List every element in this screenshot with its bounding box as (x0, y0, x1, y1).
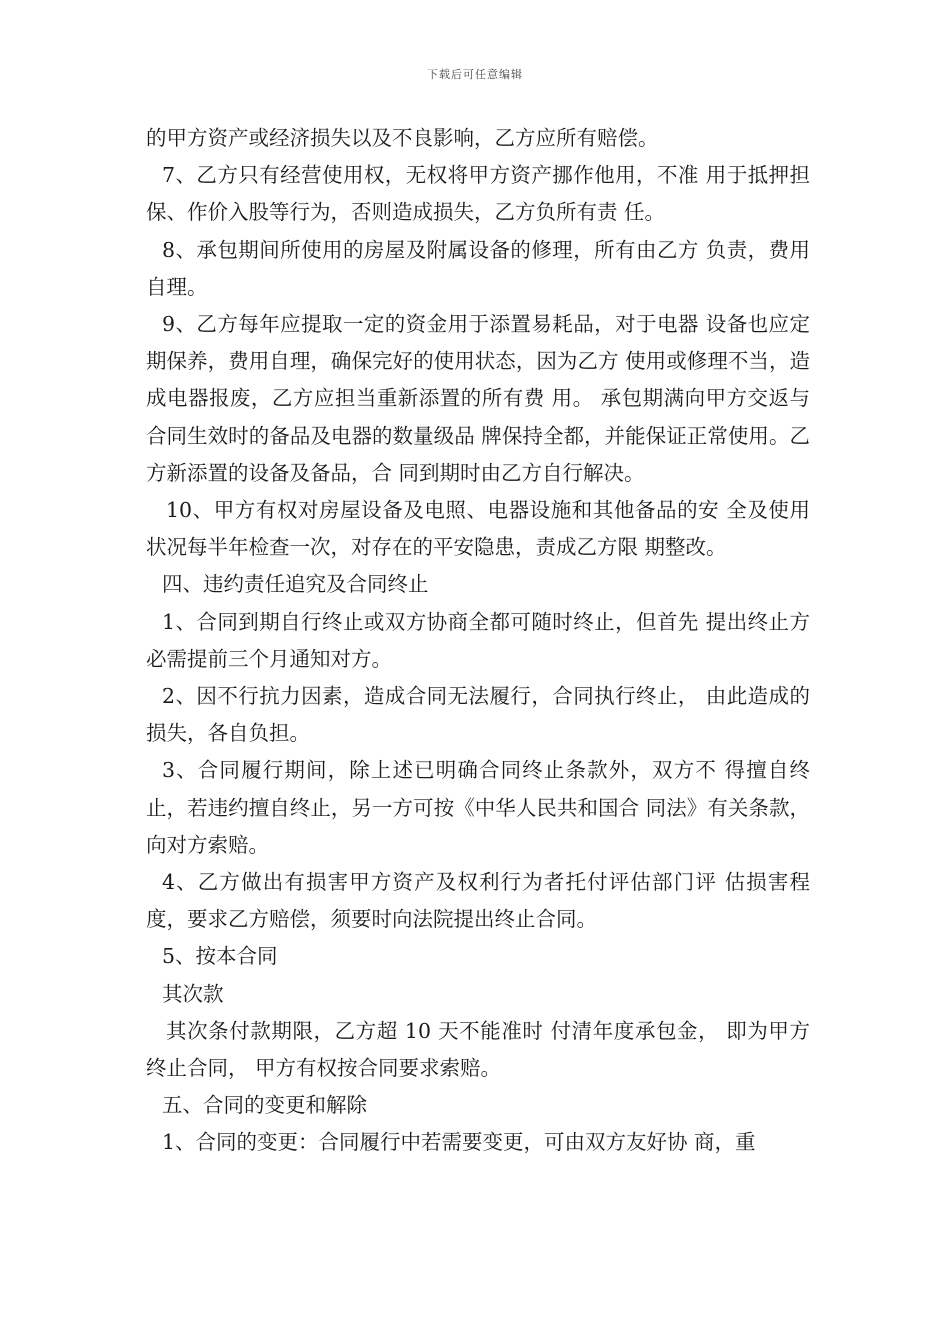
paragraph: 7、乙方只有经营使用权，无权将甲方资产挪作他用，不准 用于抵押担保、作价入股等行为，否则造成损失，乙方负所有责 任。 (146, 163, 810, 225)
section-heading: 五、合同的变更和解除 (162, 1093, 367, 1118)
paragraph: 2、因不行抗力因素，造成合同无法履行，合同执行终止， 由此造成的损失，各自负担。 (146, 684, 810, 746)
paragraph: 9、乙方每年应提取一定的资金用于添置易耗品，对于电器 设备也应定期保养，费用自理，确保完好的使用状态，因为乙方 使用或修理不当，造成电器报废，乙方应担当重新添置的所有费 用。 承包期满向甲方交返与合同生效时的备品及电器的数量级品 牌保持全都，并能保证正常使用。乙方新添置的设备及备品，合 同到期时由乙方自行解决。 (146, 312, 810, 485)
paragraph: 8、承包期间所使用的房屋及附属设备的修理，所有由乙方 负责，费用自理。 (146, 237, 810, 299)
paragraph: 4、乙方做出有损害甲方资产及权利行为者托付评估部门评 估损害程度，要求乙方赔偿，须要时向法院提出终止合同。 (146, 870, 810, 932)
paragraph: 1、合同到期自行终止或双方协商全都可随时终止，但首先 提出终止方必需提前三个月通知对方。 (146, 609, 810, 671)
paragraph: 5、按本合同 (162, 944, 278, 969)
paragraph: 3、合同履行期间，除上述已明确合同终止条款外，双方不 得擅自终止，若违约擅自终止，另一方可按《中华人民共和国合 同法》有关条款，向对方索赔。 (146, 758, 810, 857)
paragraph: 1、合同的变更：合同履行中若需要变更，可由双方友好协 商，重 (162, 1130, 756, 1155)
paragraph: 其次条付款期限，乙方超 10 天不能准时 付清年度承包金， 即为甲方终止合同， 甲方有权按合同要求索赔。 (146, 1018, 810, 1081)
paragraph: 的甲方资产或经济损失以及不良影响，乙方应所有赔偿。 (146, 126, 659, 150)
page-header-note: 下载后可任意编辑 (427, 68, 523, 81)
paragraph: 其次款 (162, 981, 224, 1006)
paragraph: 10、甲方有权对房屋设备及电照、电器设施和其他备品的安 全及使用状况每半年检查一次，对存在的平安隐患，责成乙方限 期整改。 (146, 498, 810, 560)
document-body (146, 120, 810, 1162)
section-heading: 四、违约责任追究及合同终止 (162, 572, 429, 597)
